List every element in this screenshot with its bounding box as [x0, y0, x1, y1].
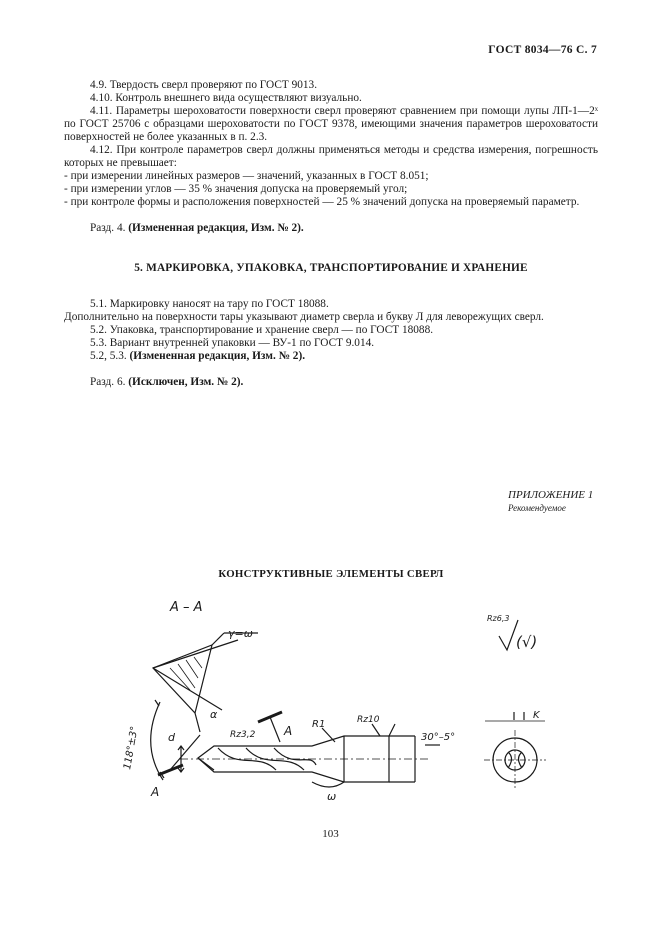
r1-label: R1	[312, 719, 326, 730]
appendix-label: ПРИЛОЖЕНИЕ 1	[508, 489, 594, 501]
paragraph-5-1b: Дополнительно на поверхности тары указывают диаметр сверла и букву Л для леворежущих сверл.	[64, 311, 544, 323]
rz63-label: Rz6,3	[487, 614, 510, 623]
page-number: 103	[322, 828, 339, 840]
paragraph-4-10: 4.10. Контроль внешнего вида осуществляют визуально.	[90, 92, 362, 104]
appendix-sublabel: Рекомендуемое	[508, 503, 566, 513]
razd4-prefix: Разд. 4.	[90, 222, 126, 234]
razd6-prefix: Разд. 6.	[90, 376, 126, 388]
page-header: ГОСТ 8034—76 С. 7	[488, 44, 597, 56]
paragraph-5-2: 5.2. Упаковка, транспортирование и хранение сверл — по ГОСТ 18088.	[90, 324, 434, 336]
appendix-title: КОНСТРУКТИВНЫЕ ЭЛЕМЕНТЫ СВЕРЛ	[218, 568, 444, 580]
angle-30-label: 30°–5°	[421, 732, 456, 743]
arrow-a-top-label: A	[284, 724, 293, 738]
section5-note-prefix: 5.2, 5.3.	[90, 350, 127, 362]
section5-note-change: (Измененная редакция, Изм. № 2).	[129, 350, 306, 362]
rz32-label: Rz3,2	[230, 730, 256, 740]
bullet-angles: - при измерении углов — 35 % значения допуска на проверяемый угол;	[64, 183, 408, 195]
razd6-change: (Исключен, Изм. № 2).	[128, 376, 244, 388]
paragraph-5-3: 5.3. Вариант внутренней упаковки — ВУ-1 по ГОСТ 9.014.	[90, 337, 375, 349]
paragraph-4-12: 4.12. При контроле параметров сверл должны применяться методы и средства измерения, погрешность которых не превышает:	[64, 144, 598, 169]
alpha-label: α	[210, 708, 218, 721]
rz10-label: Rz10	[357, 715, 380, 725]
angle-118-label: 118°±3°	[122, 725, 141, 771]
k-label: K	[533, 710, 540, 721]
paragraph-4-11: 4.11. Параметры шероховатости поверхности сверл проверяют сравнением при помощи лупы ЛП-1—2ˣ по ГОСТ 25706 с образцами шероховатости по ГОСТ 9378, имеющими значения параметров шероховатости поверхностей не более указанных в п. 2.3.	[64, 105, 598, 143]
paragraph-5-1: 5.1. Маркировку наносят на тару по ГОСТ 18088.	[90, 298, 329, 310]
bullet-form: - при контроле формы и расположения поверхностей — 25 % значений допуска на проверяемый параметр.	[64, 196, 580, 208]
section-label: А – А	[170, 600, 203, 615]
roughness-symbol: (√)	[516, 633, 538, 651]
diameter-d-label: d	[168, 731, 175, 744]
arrow-a-left-label: A	[151, 785, 160, 799]
omega-label: ω	[327, 790, 337, 803]
bullet-linear: - при измерении линейных размеров — значений, указанных в ГОСТ 8.051;	[64, 170, 429, 182]
gamma-omega-label: γ=ω	[228, 627, 253, 640]
section-5-title: 5. МАРКИРОВКА, УПАКОВКА, ТРАНСПОРТИРОВАНИЕ И ХРАНЕНИЕ	[134, 262, 528, 274]
razd4-change: (Измененная редакция, Изм. № 2).	[128, 222, 304, 234]
section-outline	[153, 645, 212, 713]
paragraph-4-9: 4.9. Твердость сверл проверяют по ГОСТ 9013.	[90, 79, 318, 91]
